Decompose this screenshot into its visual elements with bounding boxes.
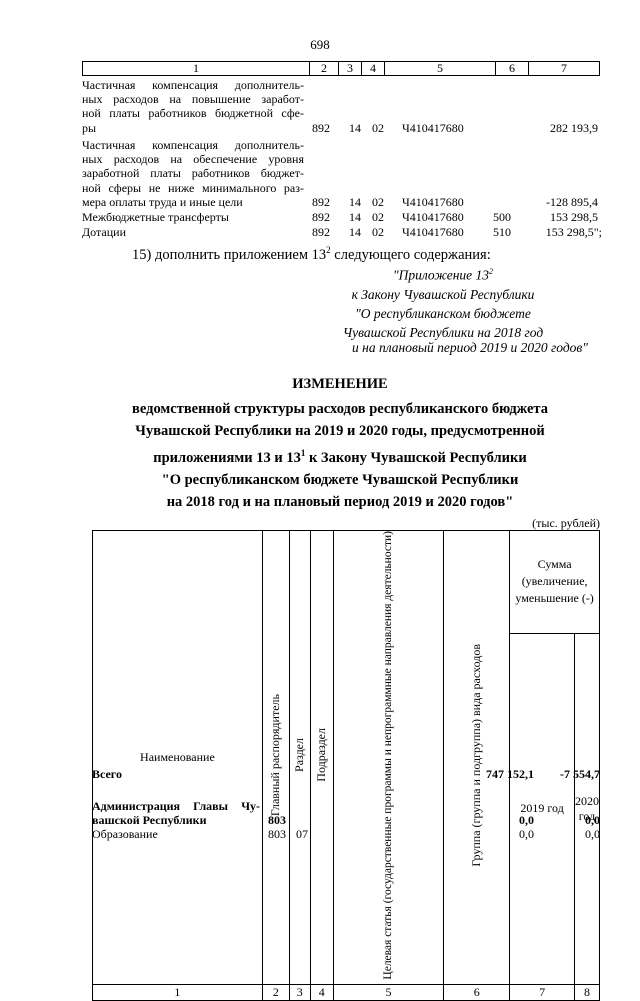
appendix-block: "Приложение $13^2$ к Закону Чувашской Республики "О республиканском бюджете Чувашской Республики на 2018 год	[342, 267, 544, 340]
row4-razdel: 14	[349, 225, 361, 239]
edu-2019: 0,0	[519, 827, 534, 841]
units-label: (тыс. рублей)	[532, 516, 600, 530]
total-2020: -7 554,7	[560, 767, 600, 781]
edu-razdel: 07	[296, 827, 308, 841]
row2-podrazdel: 02	[372, 195, 384, 209]
row4-cs: Ч410417680	[402, 225, 464, 239]
n5: 5	[333, 984, 444, 1000]
total-2019: 747 152,1	[486, 767, 534, 781]
row3-vr: 500	[493, 210, 511, 224]
row2-cs: Ч410417680	[402, 195, 464, 209]
col-3: 3	[339, 62, 362, 76]
h-podrazdel: Подраздел	[310, 531, 333, 985]
appendix-last-line: и на плановый период 2019 и 2020 годов"	[352, 340, 588, 355]
h-name: Наименование	[93, 531, 263, 985]
row1-grbs: 892	[312, 121, 330, 135]
title-block: ИЗМЕНЕНИЕ ведомственной структуры расходов республиканского бюджета Чувашской Республики на 2019 и 2020 годы, предусмотренной приложениями 13 и $13^1$ к Закону Чувашской Республики "О республиканском бюджете Чувашской Республики на 2018 год и на плановый период 2019 и 2020 годов"	[132, 376, 548, 510]
admin-grbs: 803	[268, 813, 286, 827]
n3: 3	[289, 984, 310, 1000]
row2-grbs: 892	[312, 195, 330, 209]
row3-cs: Ч410417680	[402, 210, 464, 224]
row1-name: Частичная компенсация дополнитель- ных расходов на повышение заработ- ной платы работников бюджетной сфе- ры	[82, 78, 304, 135]
row2-name: Частичная компенсация дополнитель- ных расходов на обеспечение уровня заработной платы работников бюджет- ной сферы не ниже минимального раз- мера оплаты труда и иные цели	[82, 138, 304, 209]
row4-podrazdel: 02	[372, 225, 384, 239]
edu-2020: 0,0	[585, 827, 600, 841]
h-cs: Целевая статья (государственные программы и непрограммные направления деятельности)	[333, 531, 444, 985]
row2-sum: -128 895,4	[546, 195, 598, 209]
n2: 2	[262, 984, 289, 1000]
row2-razdel: 14	[349, 195, 361, 209]
h-sum: Сумма (увеличение, уменьшение (-)	[510, 531, 600, 634]
col-2: 2	[310, 62, 339, 76]
row1-podrazdel: 02	[372, 121, 384, 135]
col-7: 7	[529, 62, 600, 76]
col-1: 1	[83, 62, 310, 76]
admin-name: Администрация Главы Чу- вашской Республики	[92, 799, 260, 828]
admin-2020: 0,0	[585, 813, 600, 827]
amend-line: 15) дополнить приложением $13^2$ следующего содержания:	[132, 245, 491, 263]
n4: 4	[310, 984, 333, 1000]
main-table	[92, 530, 600, 1001]
edu-name: Образование	[92, 827, 158, 841]
row3-grbs: 892	[312, 210, 330, 224]
n6: 6	[444, 984, 510, 1000]
row3-razdel: 14	[349, 210, 361, 224]
row4-name: Дотации	[82, 225, 127, 239]
edu-grbs: 803	[268, 827, 286, 841]
total-label: Всего	[92, 767, 122, 781]
row3-name: Межбюджетные трансферты	[82, 210, 229, 224]
col-5: 5	[385, 62, 496, 76]
h-razdel: Раздел	[289, 531, 310, 985]
n1: 1	[93, 984, 263, 1000]
h-2019: 2019 год	[510, 633, 575, 984]
row4-vr: 510	[493, 225, 511, 239]
h-2020: 2020 год	[575, 633, 600, 984]
n8: 8	[575, 984, 600, 1000]
row1-sum: 282 193,9	[550, 121, 598, 135]
top-table-header	[82, 61, 600, 76]
row1-razdel: 14	[349, 121, 361, 135]
row3-podrazdel: 02	[372, 210, 384, 224]
row1-cs: Ч410417680	[402, 121, 464, 135]
row4-grbs: 892	[312, 225, 330, 239]
col-4: 4	[362, 62, 385, 76]
col-6: 6	[496, 62, 529, 76]
h-grbs: Главный распорядитель	[262, 531, 289, 985]
h-vr: Группа (группа и подгруппа) вида расходов	[444, 531, 510, 985]
admin-2019: 0,0	[519, 813, 534, 827]
n7: 7	[510, 984, 575, 1000]
row4-sum: 153 298,5";	[545, 225, 602, 239]
row3-sum: 153 298,5	[550, 210, 598, 224]
page-number: 698	[310, 37, 330, 52]
